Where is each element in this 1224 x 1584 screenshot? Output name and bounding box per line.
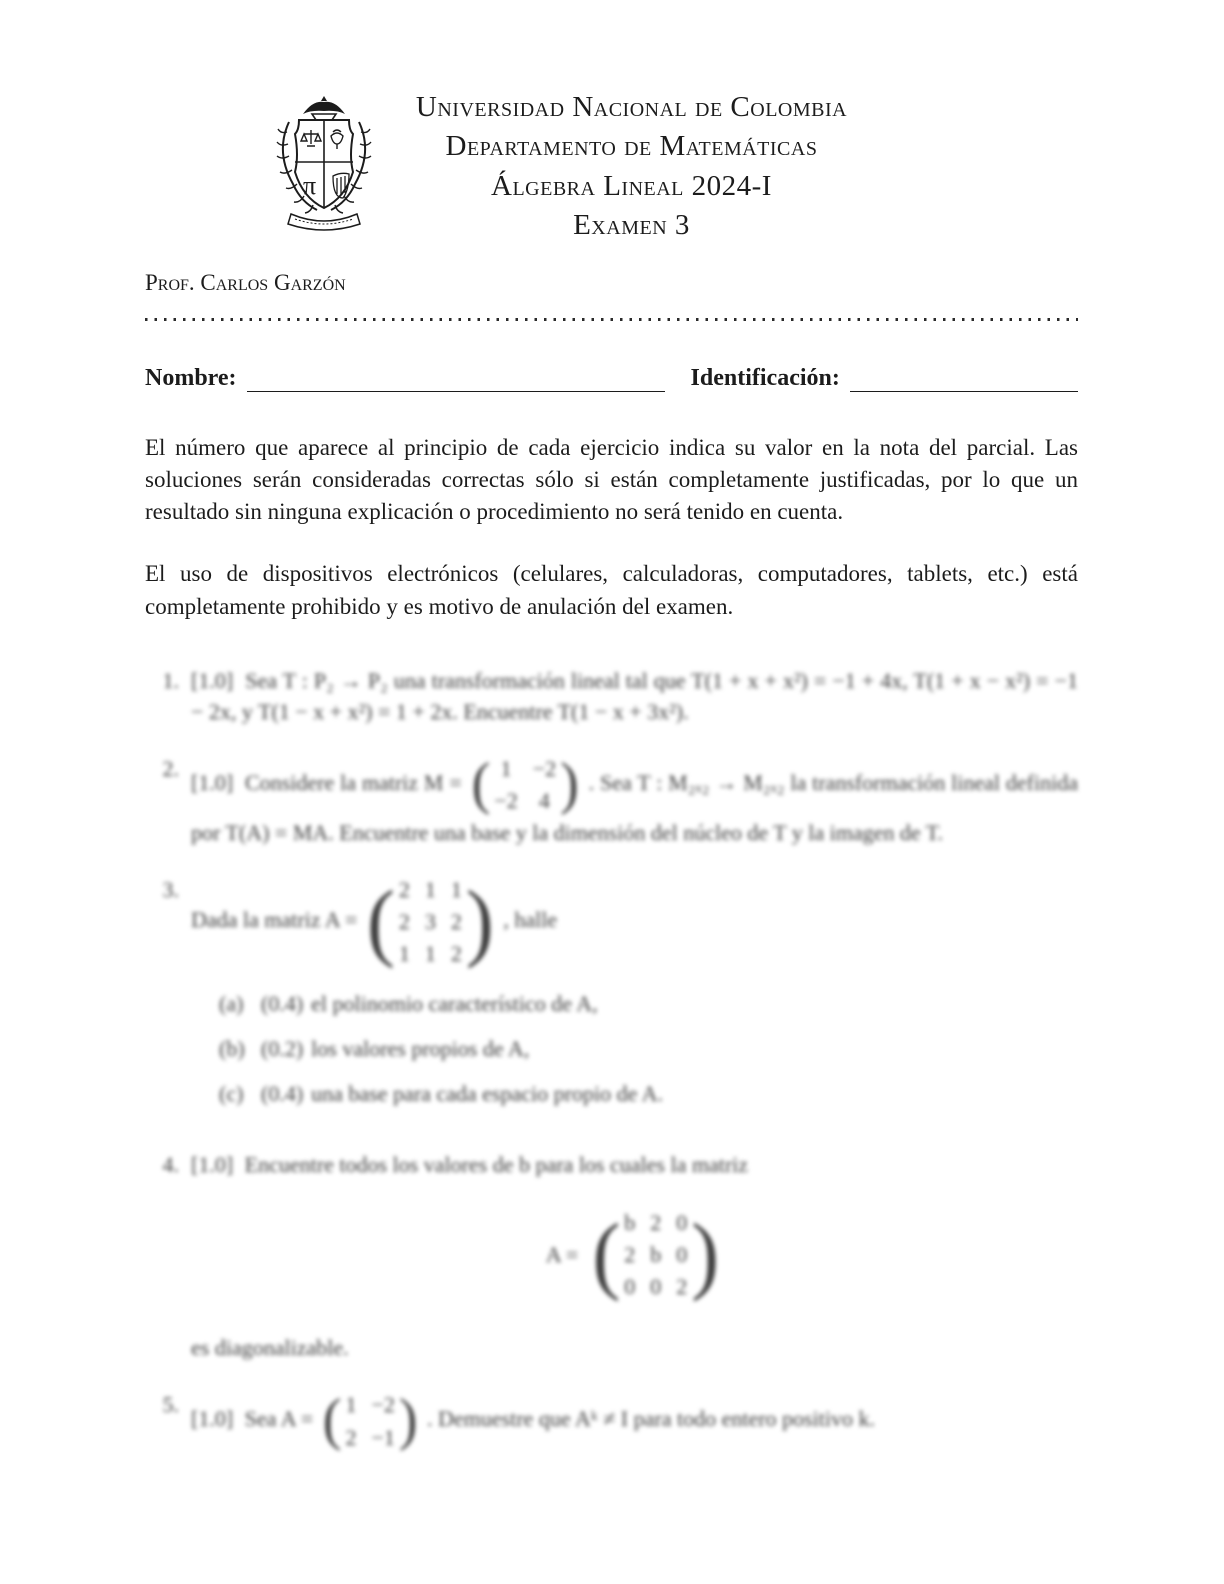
exercise-statement-before: Dada la matriz A =: [191, 906, 358, 932]
exercise-text: [191, 665, 1078, 727]
matrix-cell: 2: [398, 909, 410, 935]
matrix-cell: −2: [371, 1392, 395, 1418]
matrix-paren-left: (: [592, 1205, 621, 1303]
instructions-paragraph-1: El número que aparece al principio de cada ejercicio indica su valor en la nota del parcial. Las soluciones serán consideradas correctas sólo si están completamente justificadas, por lo que un resultado sin ninguna explicación o procedimiento no será tenido en cuenta.: [145, 434, 1078, 525]
matrix-2x2: [323, 1389, 418, 1452]
matrix-cell: 2: [650, 1209, 662, 1235]
exercise-text: [191, 874, 1078, 1123]
exercise-text: [191, 753, 1078, 848]
exercise-statement-before: Considere la matriz M =: [245, 769, 462, 795]
matrix-grid: [490, 753, 560, 816]
exercise-weight: [1.0]: [191, 1152, 234, 1178]
exercise-statement-after: . Demuestre que Aᵏ ≠ I para todo entero positivo k.: [427, 1406, 875, 1432]
name-label: Nombre:: [145, 364, 237, 391]
matrix-2x2: [472, 753, 579, 816]
matrix-paren-left: (: [471, 751, 491, 817]
name-blank-line: [247, 365, 665, 392]
part-weight: (0.4): [261, 990, 304, 1016]
exercise-weight: [1.0]: [191, 769, 234, 795]
matrix-cell: −2: [494, 788, 518, 814]
exercise-text: [191, 1389, 1078, 1452]
matrix-grid: [341, 1389, 398, 1452]
exercise-4: [145, 1149, 1078, 1363]
part-label: (c): [219, 1081, 244, 1107]
matrix-cell: b: [650, 1241, 662, 1267]
part-text: el polinomio característico de A,: [311, 990, 598, 1016]
name-id-row: [145, 365, 1078, 392]
matrix-cell: 2: [398, 876, 410, 902]
exercise-list: [145, 665, 1078, 1453]
part-label: (a): [219, 990, 244, 1016]
matrix-cell: 1: [398, 941, 410, 967]
exercise-text: [191, 1149, 1078, 1363]
matrix-paren-right: ): [398, 1388, 418, 1453]
exercise-statement-after: . Sea T : M₂ₓ₂ → M₂ₓ₂ la transformación lineal definida por T(A) = MA. Encuentre una base y la dimensión del núcleo de T y la imagen de T.: [191, 769, 1078, 845]
title-department: Departamento de Matemáticas: [445, 130, 818, 163]
exercise-statement-after: , halle: [503, 906, 558, 932]
exercise-number: 5.: [162, 1392, 179, 1418]
exercise-3-parts: [191, 988, 1078, 1110]
matrix-cell: b: [624, 1209, 636, 1235]
exercise-weight: [1.0]: [191, 1406, 234, 1432]
title-exam: Examen 3: [573, 209, 690, 242]
matrix-paren-left: (: [322, 1388, 342, 1453]
svg-text:π: π: [303, 171, 317, 200]
matrix-paren-right: ): [691, 1205, 720, 1303]
matrix-3x3: [367, 874, 494, 970]
matrix-cell: 2: [676, 1273, 688, 1299]
part-text: los valores propios de A,: [311, 1035, 530, 1061]
exercise-5: [145, 1389, 1078, 1452]
exercise-3: [145, 874, 1078, 1123]
matrix-cell: 1: [450, 876, 462, 902]
exercise-3-part-c: [219, 1078, 1078, 1109]
document-header: [145, 88, 1078, 246]
id-label: Identificación:: [690, 364, 840, 391]
matrix-cell: 3: [424, 909, 436, 935]
exercise-number: 4.: [162, 1152, 179, 1178]
matrix-cell: 2: [345, 1424, 357, 1450]
matrix-cell: 2: [450, 941, 462, 967]
displayed-equation: [191, 1207, 1078, 1303]
exercise-3-part-b: [219, 1033, 1078, 1064]
matrix-cell: 0: [650, 1273, 662, 1299]
part-text: una base para cada espacio propio de A.: [311, 1081, 664, 1107]
matrix-cell: 1: [345, 1392, 357, 1418]
matrix-cell: −2: [532, 756, 557, 782]
exercise-number: 3.: [162, 876, 179, 902]
professor-line: Prof. Carlos Garzón: [145, 269, 346, 295]
matrix-cell: 0: [676, 1241, 688, 1267]
matrix-cell: 1: [424, 876, 436, 902]
matrix-paren-left: (: [366, 873, 395, 970]
exercise-statement: Encuentre todos los valores de b para los cuales la matriz: [244, 1152, 749, 1178]
exercise-statement-after: es diagonalizable.: [191, 1335, 349, 1361]
exercise-statement-before: Sea A =: [244, 1406, 314, 1432]
part-label: (b): [219, 1035, 245, 1061]
exercise-3-part-a: [219, 988, 1078, 1019]
matrix-cell: 4: [538, 788, 550, 814]
title-university: Universidad Nacional de Colombia: [415, 91, 848, 123]
matrix-grid: [620, 1207, 691, 1303]
equation-lhs: A =: [545, 1241, 579, 1267]
exercise-statement: Sea T : P₂ → P₂ una transformación lineal tal que T(1 + x + x²) = −1 + 4x, T(1 + x − x²) = −1 − 2x, y T(1 − x + x²) = 1 + 2x. Encuentre T(1 − x + 3x²).: [191, 667, 1078, 724]
exercise-number: 2.: [162, 756, 179, 782]
exercise-1: [145, 665, 1078, 727]
matrix-3x3: [592, 1207, 719, 1303]
exercise-number: 1.: [162, 667, 179, 693]
matrix-cell: 2: [624, 1241, 636, 1267]
matrix-cell: 1: [424, 941, 436, 967]
matrix-grid: [395, 874, 466, 970]
instructions-paragraph-2: El uso de dispositivos electrónicos (celulares, calculadoras, computadores, tablets, etc.) está completamente prohibido y es motivo de anulación del examen.: [145, 561, 1078, 619]
part-weight: (0.2): [261, 1035, 304, 1061]
matrix-cell: −1: [371, 1424, 395, 1450]
exercise-weight: [1.0]: [191, 667, 234, 693]
dotted-separator: [145, 318, 1078, 321]
part-weight: (0.4): [261, 1081, 304, 1107]
matrix-cell: 2: [450, 909, 462, 935]
id-blank-line: [850, 365, 1078, 392]
matrix-cell: 0: [676, 1209, 688, 1235]
matrix-paren-right: ): [465, 873, 494, 970]
exercise-2: [145, 753, 1078, 848]
matrix-paren-right: ): [560, 751, 579, 817]
matrix-cell: 0: [624, 1273, 636, 1299]
exam-document: [145, 0, 1078, 1479]
matrix-cell: 1: [500, 756, 512, 782]
title-course: Álgebra Lineal 2024-I: [491, 169, 772, 202]
university-crest-icon: [265, 92, 383, 234]
